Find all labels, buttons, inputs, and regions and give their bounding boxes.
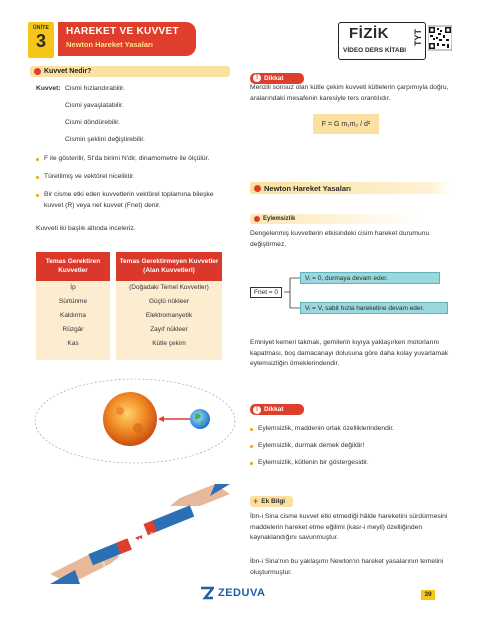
intro-text: Kuvveti iki başlık altında inceleriz. xyxy=(36,225,136,232)
section-newton-laws xyxy=(250,182,450,194)
dikkat-label: Dikkat xyxy=(264,406,284,413)
unit-badge xyxy=(28,22,54,58)
earth-icon xyxy=(190,409,210,429)
bullet-item: F ile gösterilir, SI'da birimi N'dir, dinamometre ile ölçülür. xyxy=(36,154,231,165)
force-types-table xyxy=(36,252,222,362)
brand-title: FİZİK xyxy=(349,25,389,42)
magnets-hands-illustration xyxy=(50,484,230,584)
unit-number: 3 xyxy=(35,31,46,51)
fnet-box: Fnet = 0 xyxy=(250,287,282,298)
brand-tag: TYT xyxy=(413,29,423,46)
table-cell: Güçlü nükleer xyxy=(148,298,190,305)
table-cell: Kütle çekim xyxy=(152,340,186,347)
eylemsizlik-definition: Dengelenmiş kuvvetlerin etkisindeki cisim hareket durumunu değiştirmez. xyxy=(250,230,430,248)
case-at-rest: Vᵢ = 0, durmaya devam eder. xyxy=(300,272,440,284)
exclamation-icon: ! xyxy=(253,406,261,414)
gravity-note: Menzili sonsuz olan kütle çekim kuvveti kütlelerin çarpımıyla doğru, aralarındaki mesafenin karesiyle ters orantılıdır. xyxy=(250,84,449,102)
section-title: Newton Hareket Yasaları xyxy=(264,183,351,193)
subsection-title: Eylemsizlik xyxy=(263,216,296,222)
contact-forces-column xyxy=(36,252,110,360)
right-column xyxy=(250,66,450,576)
branch-connector-icon xyxy=(282,270,302,318)
kuvvet-item: Cismi hızlandırabilir. xyxy=(65,85,125,92)
sun-earth-orbit-illustration xyxy=(30,366,240,476)
dikkat-bullet: Eylemsizlik, kütlenin bir göstergesidir. xyxy=(250,458,450,469)
page-header xyxy=(28,22,452,62)
field-forces-column xyxy=(116,252,222,360)
table-header: Temas Gerektiren Kuvvetler xyxy=(36,252,110,281)
brand-subtitle: VİDEO DERS KİTABI xyxy=(343,47,407,54)
ek-bilgi-text: İbn-i Sina'nın bu yaklaşımı Newton'ın hareket yasalarının temelini oluşturmuştur. xyxy=(250,558,444,576)
bullet-dot-icon xyxy=(34,68,41,75)
ek-bilgi-text: İbn-i Sina cisme kuvvet etki etmediği hâlde hareketini sürdürmesini maddelerin hareket etme eğilimi (kasr-i meyil) özelliğinden kaynaklandığını savunmuştur. xyxy=(250,513,448,541)
page-number: 39 xyxy=(421,590,435,600)
chapter-subtitle: Newton Hareket Yasaları xyxy=(66,40,153,49)
magnet-pole-label: N xyxy=(126,552,130,558)
magnet-pole-label: N xyxy=(180,522,184,528)
table-cell: Zayıf nükleer xyxy=(150,326,188,333)
publisher-name: ZEDUVA xyxy=(218,587,266,599)
dikkat-badge xyxy=(250,73,304,84)
gravity-formula xyxy=(313,114,379,134)
chapter-title: HAREKET VE KUVVET xyxy=(66,26,179,37)
magnet-pole-label: S xyxy=(150,532,154,538)
table-cell: İp xyxy=(70,284,76,291)
zeduva-logo-icon xyxy=(200,586,214,600)
magnet-pole-label: S xyxy=(102,562,106,568)
table-header: Temas Gerektirmeyen Kuvvetler (Alan Kuvvetleri) xyxy=(116,252,222,281)
table-cell: Elektromanyetik xyxy=(145,312,193,319)
sun-icon xyxy=(103,392,157,446)
ek-bilgi-label: Ek Bilgi xyxy=(261,498,286,505)
bullet-dot-icon xyxy=(254,216,260,222)
dikkat-badge xyxy=(250,404,304,415)
case-constant-velocity: Vᵢ = V, sabit hızla hareketine devam eder. xyxy=(300,302,448,314)
table-cell: Sürtünme xyxy=(58,298,88,305)
subsection-eylemsizlik xyxy=(250,214,450,224)
kuvvet-item: Cismi döndürebilir. xyxy=(65,119,121,126)
inertia-diagram xyxy=(250,270,450,320)
unit-label: ÜNİTE xyxy=(33,25,49,31)
qr-code-icon[interactable] xyxy=(428,22,452,60)
bullet-item: Bir cisme etki eden kuvvetlerin vektörel toplamına bileşke kuvvet (R) veya net kuvvet (Fnet) denir. xyxy=(36,190,231,211)
dikkat-label: Dikkat xyxy=(264,74,284,82)
chapter-title-bar xyxy=(58,22,196,56)
table-cell: Kaldırma xyxy=(59,312,86,319)
ek-bilgi-badge xyxy=(250,496,293,507)
formula-text: F = G m₁m₂ / d² xyxy=(321,120,371,128)
publisher-logo xyxy=(200,586,265,600)
kuvvet-item: Cismin şeklini değiştirebilir. xyxy=(65,136,145,143)
kuvvet-label: Kuvvet: xyxy=(36,85,61,92)
exclamation-icon: ! xyxy=(253,74,261,82)
dikkat-bullet: Eylemsizlik, durmak demek değildir! xyxy=(250,441,450,452)
dikkat-bullet: Eylemsizlik, maddenin ortak özelliklerindendir. xyxy=(250,424,450,435)
table-cell: Kas xyxy=(67,340,79,347)
bullet-dot-icon xyxy=(254,185,261,192)
inertia-examples: Emniyet kemeri takmak, gemilerin kıyıya yaklaşırken motorlarını kapatması, boş damacanayı dolusuna göre daha kolay yuvarlamak eylemsizliğin örneklerindendir. xyxy=(250,339,449,367)
bullet-item: Türetilmiş ve vektörel niceliktir. xyxy=(36,172,231,183)
table-cell: (Doğadaki Temel Kuvvetler) xyxy=(129,284,209,291)
section-title: Kuvvet Nedir? xyxy=(44,68,92,75)
plus-icon: + xyxy=(253,496,259,506)
section-kuvvet-nedir xyxy=(30,66,230,77)
left-column xyxy=(30,66,230,568)
table-cell: Rüzgâr xyxy=(62,326,84,333)
kuvvet-item: Cismi yavaşlatabilir. xyxy=(65,102,124,109)
book-brand xyxy=(338,22,426,60)
